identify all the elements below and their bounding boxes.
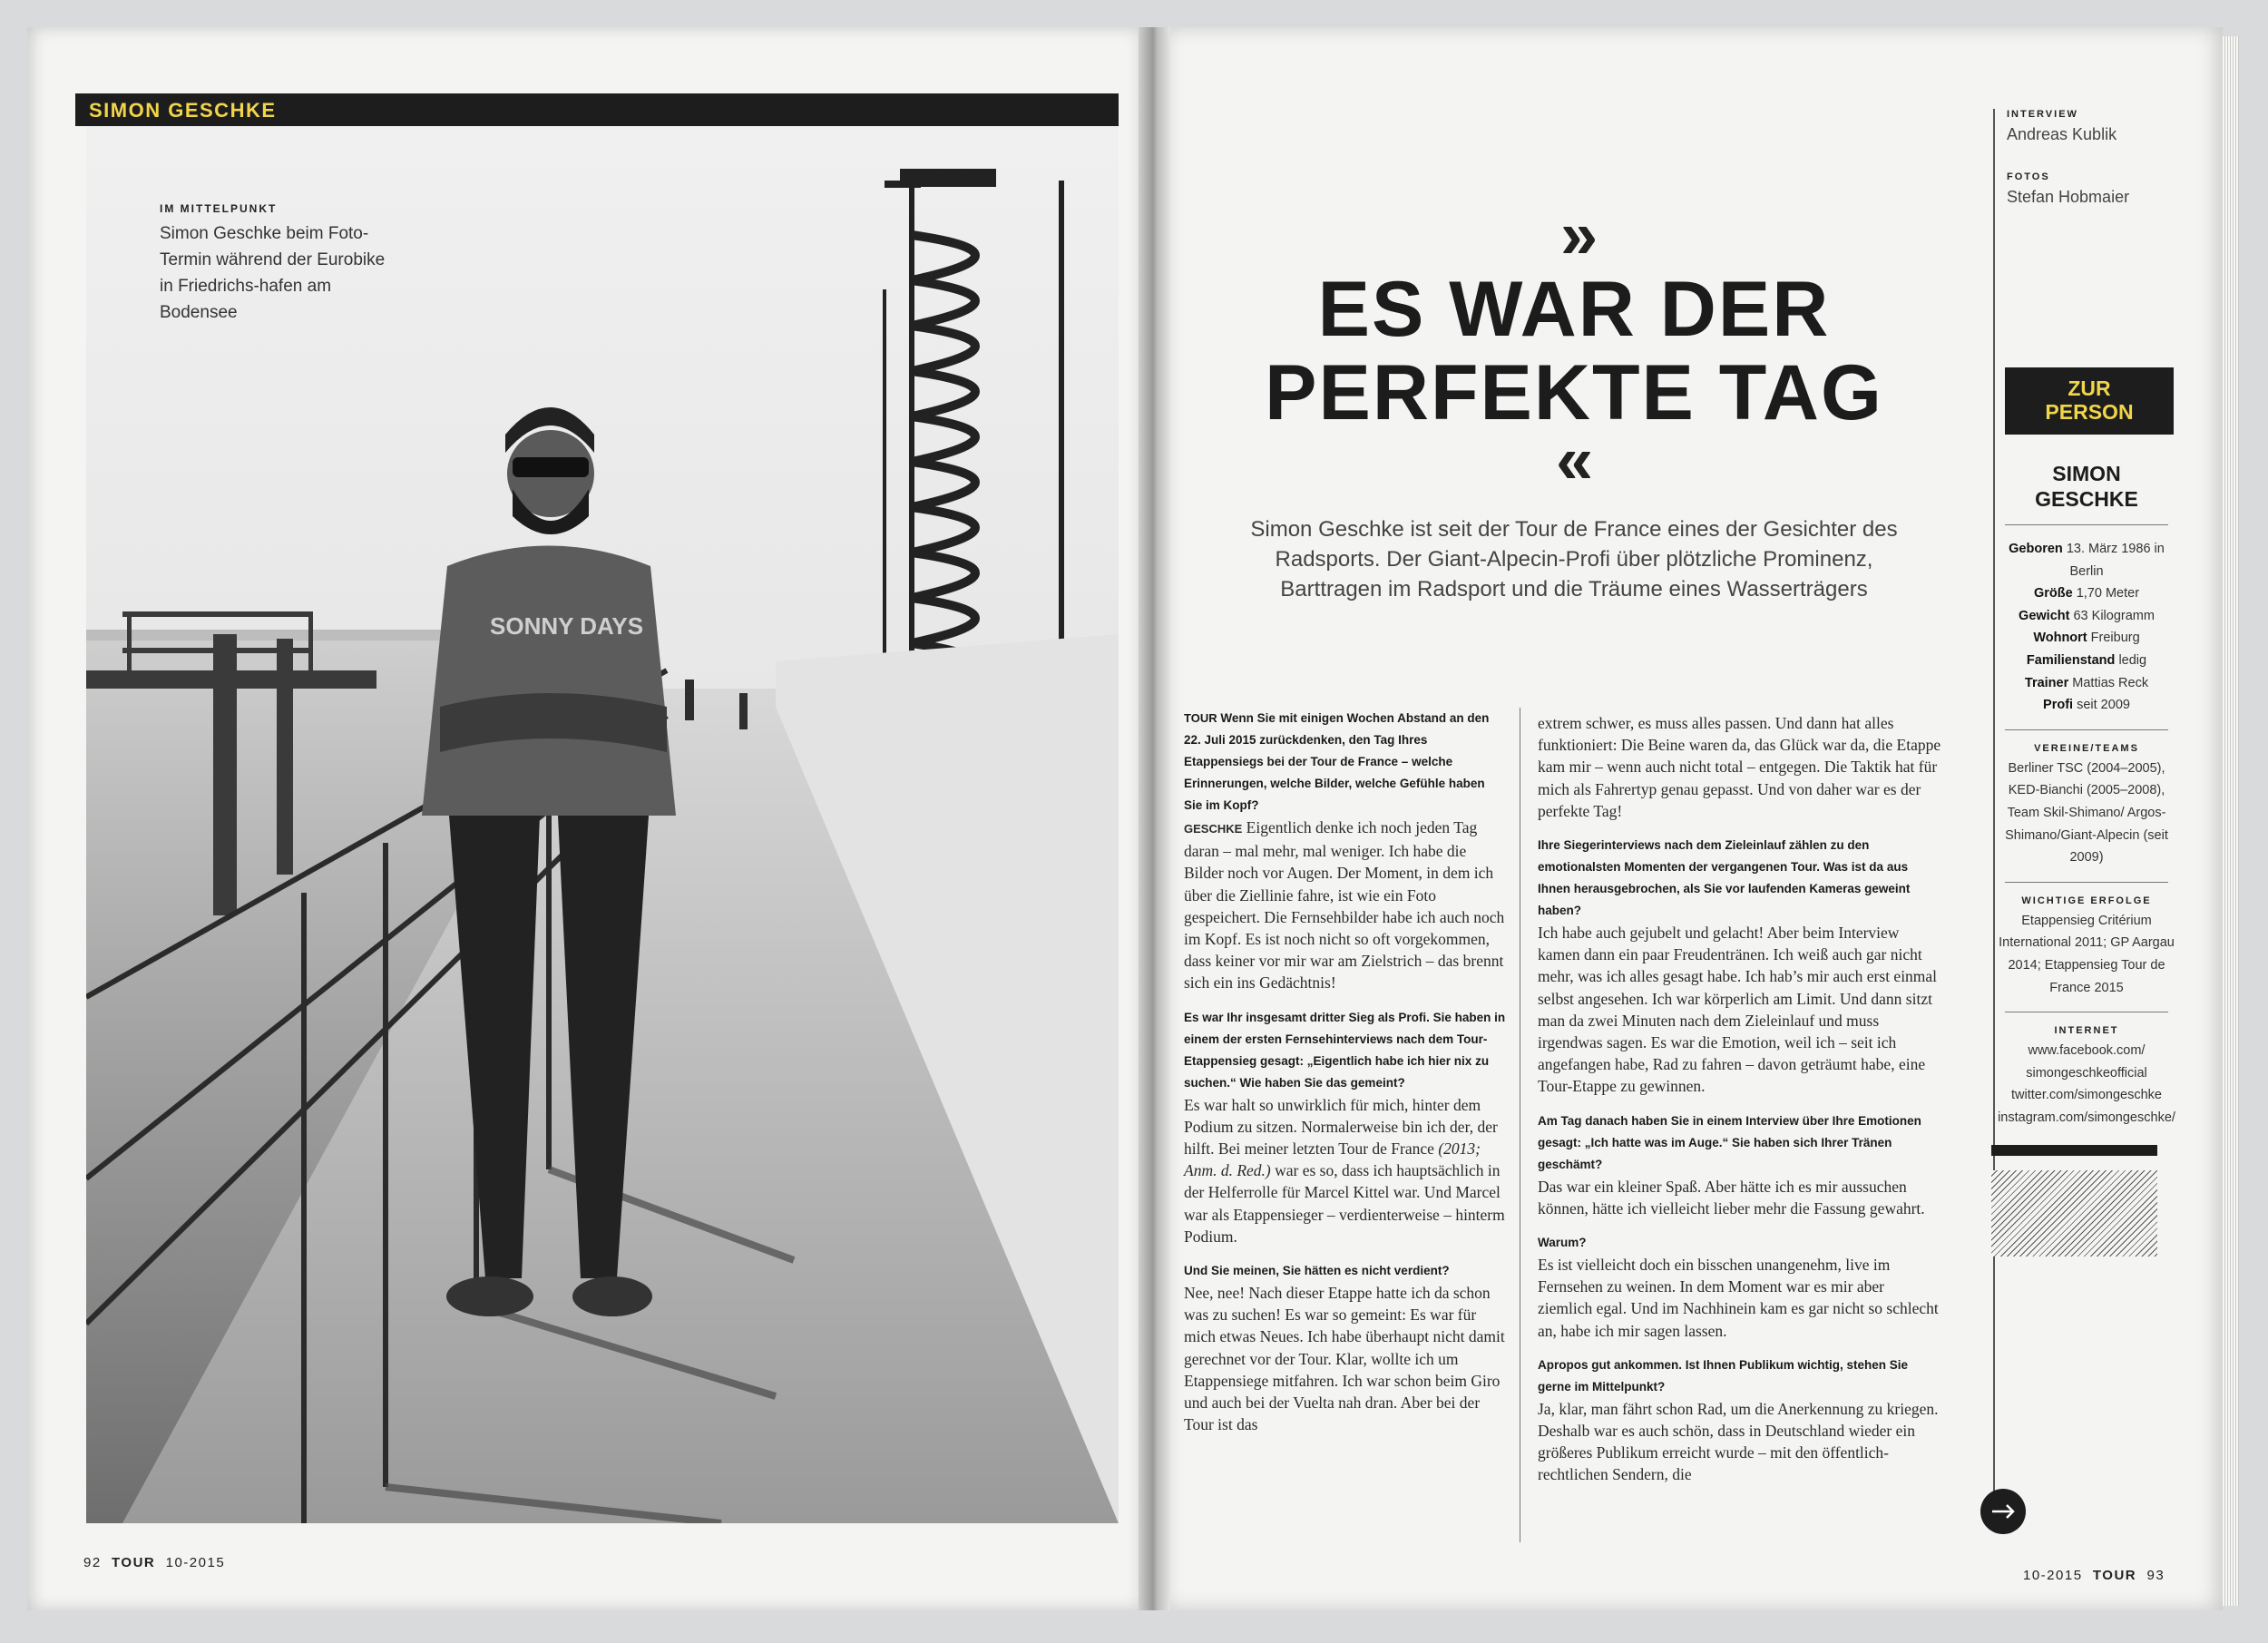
answer: extrem schwer, es muss alles passen. Und dann hat alles funktioniert: Die Beine waren da, das Glück war da, die Etappe kam mir – wenn auch nicht total – entgegen. Die Taktik hat für mich als Fahrertyp genau gepasst. Und von daher war es der perfekte Tag! [1538,714,1941,820]
teams-text: Berliner TSC (2004–2005), KED-Bianchi (2005–2008), Team Skil-Shimano/ Argos-Shimano/Giant-Alpecin (seit 2009) [2005,760,2168,866]
folio-left [83,1555,225,1570]
sidebar-separator [2005,729,2168,730]
teams-label: VEREINE/TEAMS [2034,742,2139,754]
page-edge-stack [2223,36,2239,1606]
success-label: WICHTIGE ERFOLGE [2021,895,2152,906]
sidebar-separator [2005,882,2168,883]
credit-value: Stefan Hobmaier [2007,188,2130,206]
question: TOUR Wenn Sie mit einigen Wochen Abstand an den 22. Juli 2015 zurückdenken, den Tag Ihres Etappensiegs bei der Tour de France – welche Erinnerungen, welche Bilder, welche Gefühle haben Sie im Kopf? [1184,711,1490,812]
quote-open-mark: » [1560,197,1598,272]
internet-links [1996,1040,2177,1129]
photo-caption [160,202,396,326]
answer: Ja, klar, man fährt schon Rad, um die Anerkennung zu kriegen. Deshalb war es auch schön, dass in Deutschland wieder ein größeres Publikum erreicht wurde – mit den öffentlich-rechtlichen Sendern, die [1538,1399,1939,1484]
section-header-bar [75,93,1119,126]
quote-close-mark: « [1556,422,1594,497]
zur-person-box: ZUR PERSON [2005,367,2174,435]
person-facts: Geboren 13. März 1986 in Berlin Größe 1,70 Meter Gewicht 63 Kilogramm Wohnort Freiburg Familienstand ledig Trainer Mattias Reck Profi seit 2009 [2009,542,2165,713]
answer: Es ist vielleicht doch ein bisschen unangenehm, live im Fernsehen zu weinen. In dem Moment war es mir aber ziemlich egal. Und im Nachhinein kam es gar nicht so schlecht an, habe ich mir sagen lassen. [1538,1256,1939,1340]
caption-label: IM MITTELPUNKT [160,202,278,215]
folio-right [2023,1568,2165,1583]
question: Und Sie meinen, Sie hätten es nicht verdient? [1184,1264,1450,1278]
headline: ES WAR DER PERFEKTE TAG [1265,266,1883,436]
magazine-name: TOUR [2092,1568,2137,1583]
internet-label: INTERNET [2054,1025,2119,1037]
question: Ihre Siegerinterviews nach dem Zieleinlauf zählen zu den emotionalsten Momenten der vergangenen Tour. Was ist da aus Ihnen herausgebrochen, als Sie vor laufenden Kameras geweint haben? [1538,838,1911,918]
question: Es war Ihr insgesamt dritter Sieg als Profi. Sie haben in einem der ersten Fernsehinterviews nach dem Tour-Etappensieg gesagt: „Eigentlich habe ich hier nix zu suchen.“ Wie haben Sie das gemeint? [1184,1010,1506,1090]
credit-value: Andreas Kublik [2007,125,2117,143]
answer: GESCHKE Eigentlich denke ich noch jeden Tag daran – mal mehr, mal weniger. Ich habe die Bilder noch vor Augen. Der Moment, in dem ich über die Ziellinie fahre, ist wie ein Foto gespeichert. Die Fernsehbilder habe ich auch noch im Kopf. Es ist noch nicht so oft vorgekommen, dass keiner vor mir war am Zielstrich – das brennt sich ein ins Gedächtnis! [1184,818,1505,993]
person-sidebar [1996,445,2177,1129]
lede: Simon Geschke ist seit der Tour de France eines der Gesichter des Radsports. Der Giant-Alpecin-Profi über plötzliche Prominenz, Barttragen im Radsport und die Träume eines Wasserträgers [1250,517,1898,601]
sidebar-rule [1993,109,1995,1524]
sidebar-thick-bar [1991,1145,2157,1156]
question: Warum? [1538,1236,1587,1250]
internet-link[interactable]: twitter.com/simongeschke [2010,1088,2162,1103]
sidebar-separator [2005,524,2168,525]
success-text: Etappensieg Critérium International 2011; GP Aargau 2014; Etappensieg Tour de France 2015 [1999,913,2175,995]
continue-arrow-icon [1980,1489,2026,1534]
answer: Nee, nee! Nach dieser Etappe hatte ich da schon was zu suchen! Es war so gemeint: Es war für mich etwas Neues. Ich habe überhaupt nicht damit gerechnet vor der Tour. Klar, wollte ich um Etappensiege mitfahren. Ich war schon beim Giro und auch bei der Vuelta nah dran. Aber bei der Tour ist das [1184,1284,1505,1434]
spine-gutter [1139,27,1170,1610]
credit-label: INTERVIEW [2007,109,2078,120]
answer: Ich habe auch gejubelt und gelacht! Aber beim Interview kamen dann ein paar Freudentränen. Ich weiß auch gar nicht mehr, was ich alles gesagt habe. Ich hab’s mir auch erst einmal selbst angesehen. Ich war körperlich am Limit. Und dann sitzt man da zwei Minuten nach dem Zieleinlauf und muss irgendwas sagen. Es war die Emotion, weil ich – seit ich angefangen habe, Rad zu fahren – davon geträumt habe, eine Tour-Etappe zu gewinnen. [1538,924,1938,1096]
question: Am Tag danach haben Sie in einem Interview über Ihre Emotionen gesagt: „Ich hatte was im Auge.“ Sie haben sich Ihrer Tränen geschämt? [1538,1113,1921,1171]
magazine-name: TOUR [112,1555,156,1570]
caption-text: Simon Geschke beim Foto-Termin während der Eurobike in Friedrichs-hafen am Bodensee [160,224,386,322]
page-number: 93 [2146,1568,2165,1583]
credit-label: FOTOS [2007,171,2050,182]
portrait-photo [86,126,1119,1523]
pier-scene-illustration [86,126,1119,1523]
page-number: 92 [83,1555,102,1570]
internet-link[interactable]: www.facebook.com/ simongeschkeofficial [2026,1043,2147,1081]
issue-number: 10-2015 [165,1555,226,1570]
issue-number: 10-2015 [2023,1568,2083,1583]
article-column-1 [1184,708,1506,1435]
svg-text:SONNY DAYS: SONNY DAYS [490,612,644,640]
section-title: SIMON GESCHKE [89,99,277,122]
article-column-2 [1538,712,1941,1486]
credits [2007,109,2188,234]
answer: Das war ein kleiner Spaß. Aber hätte ich es mir aussuchen können, hätte ich vielleicht lieber mehr die Fassung gewahrt. [1538,1177,1925,1218]
question: Apropos gut ankommen. Ist Ihnen Publikum wichtig, stehen Sie gerne im Mittelpunkt? [1538,1357,1909,1394]
answer: Es war halt so unwirklich für mich, hinter dem Podium zu sitzen. Normalerweise bin ich der, der hilft. Bei meiner letzten Tour de France (2013; Anm. d. Red.) war es so, dass ich hauptsächlich in der Helferrolle für Marcel Kittel war. Und Marcel war als Etappensieger – verdienterweise – hinterm Podium. [1184,1095,1505,1246]
sidebar-hatch-pattern [1991,1170,2157,1257]
internet-link[interactable]: instagram.com/simongeschke/ [1998,1110,2175,1125]
person-name: SIMON GESCHKE [2035,462,2138,511]
